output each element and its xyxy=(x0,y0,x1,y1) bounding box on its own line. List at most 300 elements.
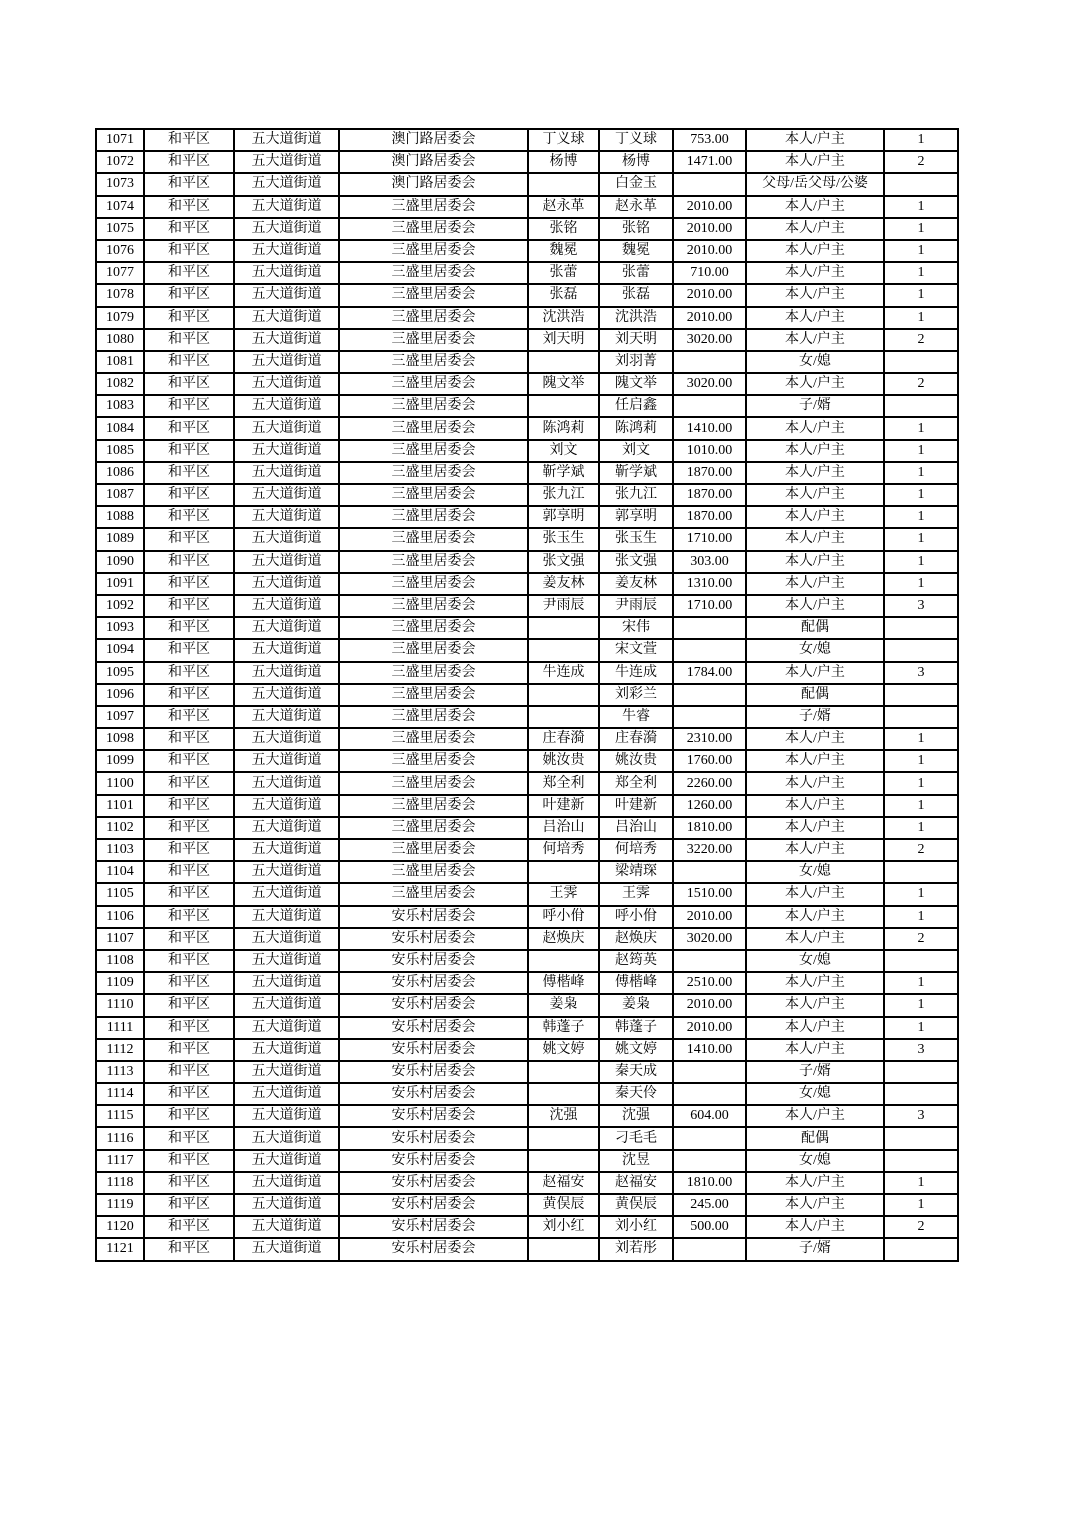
cell-applicant: 姜枭 xyxy=(528,994,599,1016)
cell-applicant: 杨博 xyxy=(528,151,599,173)
cell-street: 五大道街道 xyxy=(234,1017,339,1039)
cell-relation: 本人/户主 xyxy=(746,772,884,794)
cell-seq: 1091 xyxy=(96,573,144,595)
cell-count xyxy=(884,706,958,728)
cell-member: 秦天成 xyxy=(599,1061,673,1083)
cell-committee: 三盛里居委会 xyxy=(339,706,528,728)
cell-count: 1 xyxy=(884,883,958,905)
cell-amount: 303.00 xyxy=(673,551,746,573)
cell-district: 和平区 xyxy=(144,1061,234,1083)
cell-seq: 1082 xyxy=(96,373,144,395)
cell-applicant: 叶建新 xyxy=(528,795,599,817)
cell-committee: 三盛里居委会 xyxy=(339,351,528,373)
cell-member: 杨博 xyxy=(599,151,673,173)
cell-amount xyxy=(673,1150,746,1172)
cell-relation: 本人/户主 xyxy=(746,928,884,950)
cell-seq: 1104 xyxy=(96,861,144,883)
cell-applicant: 姚汝贵 xyxy=(528,750,599,772)
cell-street: 五大道街道 xyxy=(234,839,339,861)
cell-district: 和平区 xyxy=(144,1127,234,1149)
table-row xyxy=(96,506,958,528)
cell-relation: 本人/户主 xyxy=(746,1105,884,1127)
cell-district: 和平区 xyxy=(144,1172,234,1194)
cell-district: 和平区 xyxy=(144,196,234,218)
table-row xyxy=(96,1150,958,1172)
cell-member: 黄俣辰 xyxy=(599,1194,673,1216)
cell-relation: 本人/户主 xyxy=(746,595,884,617)
cell-count xyxy=(884,1238,958,1260)
cell-applicant xyxy=(528,1238,599,1260)
cell-street: 五大道街道 xyxy=(234,484,339,506)
cell-count: 1 xyxy=(884,972,958,994)
cell-street: 五大道街道 xyxy=(234,173,339,195)
cell-committee: 三盛里居委会 xyxy=(339,595,528,617)
cell-member: 赵焕庆 xyxy=(599,928,673,950)
cell-street: 五大道街道 xyxy=(234,373,339,395)
cell-committee: 三盛里居委会 xyxy=(339,484,528,506)
cell-amount: 3020.00 xyxy=(673,373,746,395)
cell-relation: 配偶 xyxy=(746,617,884,639)
cell-applicant: 沈洪浩 xyxy=(528,307,599,329)
cell-applicant xyxy=(528,950,599,972)
cell-amount: 2010.00 xyxy=(673,218,746,240)
cell-amount: 3220.00 xyxy=(673,839,746,861)
cell-seq: 1110 xyxy=(96,994,144,1016)
table-row xyxy=(96,262,958,284)
cell-committee: 三盛里居委会 xyxy=(339,196,528,218)
cell-street: 五大道街道 xyxy=(234,262,339,284)
cell-committee: 三盛里居委会 xyxy=(339,861,528,883)
cell-seq: 1101 xyxy=(96,795,144,817)
cell-count: 1 xyxy=(884,262,958,284)
cell-seq: 1096 xyxy=(96,684,144,706)
cell-street: 五大道街道 xyxy=(234,395,339,417)
cell-member: 赵筠英 xyxy=(599,950,673,972)
cell-amount: 1810.00 xyxy=(673,1172,746,1194)
cell-district: 和平区 xyxy=(144,617,234,639)
cell-seq: 1083 xyxy=(96,395,144,417)
cell-district: 和平区 xyxy=(144,218,234,240)
cell-member: 姚文婷 xyxy=(599,1039,673,1061)
cell-seq: 1118 xyxy=(96,1172,144,1194)
cell-applicant xyxy=(528,1061,599,1083)
cell-district: 和平区 xyxy=(144,1194,234,1216)
cell-street: 五大道街道 xyxy=(234,662,339,684)
cell-amount: 1760.00 xyxy=(673,750,746,772)
cell-applicant: 隗文举 xyxy=(528,373,599,395)
table-row xyxy=(96,972,958,994)
table-row xyxy=(96,573,958,595)
cell-seq: 1105 xyxy=(96,883,144,905)
cell-applicant: 何培秀 xyxy=(528,839,599,861)
cell-street: 五大道街道 xyxy=(234,528,339,550)
cell-street: 五大道街道 xyxy=(234,551,339,573)
cell-member: 魏冕 xyxy=(599,240,673,262)
cell-amount xyxy=(673,861,746,883)
cell-amount: 1710.00 xyxy=(673,528,746,550)
cell-district: 和平区 xyxy=(144,684,234,706)
cell-district: 和平区 xyxy=(144,462,234,484)
cell-seq: 1100 xyxy=(96,772,144,794)
cell-amount xyxy=(673,1238,746,1260)
table-row xyxy=(96,617,958,639)
cell-count xyxy=(884,1061,958,1083)
cell-district: 和平区 xyxy=(144,417,234,439)
cell-count: 1 xyxy=(884,218,958,240)
cell-applicant: 赵永革 xyxy=(528,196,599,218)
cell-seq: 1097 xyxy=(96,706,144,728)
cell-count: 2 xyxy=(884,373,958,395)
cell-count: 2 xyxy=(884,928,958,950)
cell-amount: 245.00 xyxy=(673,1194,746,1216)
cell-district: 和平区 xyxy=(144,284,234,306)
cell-count: 1 xyxy=(884,728,958,750)
cell-count: 1 xyxy=(884,484,958,506)
table-row xyxy=(96,173,958,195)
cell-applicant: 张铭 xyxy=(528,218,599,240)
table-row xyxy=(96,551,958,573)
cell-count: 1 xyxy=(884,1017,958,1039)
cell-amount: 1810.00 xyxy=(673,817,746,839)
cell-committee: 三盛里居委会 xyxy=(339,662,528,684)
table-row xyxy=(96,1061,958,1083)
cell-member: 刘小红 xyxy=(599,1216,673,1238)
cell-committee: 安乐村居委会 xyxy=(339,1194,528,1216)
cell-district: 和平区 xyxy=(144,972,234,994)
cell-street: 五大道街道 xyxy=(234,329,339,351)
cell-street: 五大道街道 xyxy=(234,950,339,972)
cell-district: 和平区 xyxy=(144,129,234,151)
cell-relation: 本人/户主 xyxy=(746,151,884,173)
cell-member: 何培秀 xyxy=(599,839,673,861)
cell-seq: 1107 xyxy=(96,928,144,950)
cell-amount xyxy=(673,1083,746,1105)
cell-member: 刘文 xyxy=(599,440,673,462)
cell-district: 和平区 xyxy=(144,395,234,417)
cell-seq: 1090 xyxy=(96,551,144,573)
cell-district: 和平区 xyxy=(144,772,234,794)
cell-amount xyxy=(673,684,746,706)
cell-relation: 女/媳 xyxy=(746,861,884,883)
cell-member: 张九江 xyxy=(599,484,673,506)
cell-applicant xyxy=(528,1150,599,1172)
cell-applicant: 刘小红 xyxy=(528,1216,599,1238)
table-row xyxy=(96,928,958,950)
table-row xyxy=(96,462,958,484)
cell-district: 和平区 xyxy=(144,928,234,950)
cell-count xyxy=(884,639,958,661)
cell-member: 赵福安 xyxy=(599,1172,673,1194)
cell-street: 五大道街道 xyxy=(234,573,339,595)
cell-committee: 三盛里居委会 xyxy=(339,417,528,439)
cell-count: 1 xyxy=(884,795,958,817)
cell-committee: 安乐村居委会 xyxy=(339,1238,528,1260)
cell-committee: 安乐村居委会 xyxy=(339,1105,528,1127)
table-row xyxy=(96,1216,958,1238)
cell-member: 赵永革 xyxy=(599,196,673,218)
cell-amount xyxy=(673,1127,746,1149)
cell-committee: 安乐村居委会 xyxy=(339,1127,528,1149)
cell-committee: 三盛里居委会 xyxy=(339,307,528,329)
cell-street: 五大道街道 xyxy=(234,1172,339,1194)
cell-district: 和平区 xyxy=(144,551,234,573)
cell-district: 和平区 xyxy=(144,750,234,772)
cell-amount: 753.00 xyxy=(673,129,746,151)
cell-district: 和平区 xyxy=(144,994,234,1016)
cell-count: 3 xyxy=(884,595,958,617)
cell-amount: 2510.00 xyxy=(673,972,746,994)
cell-relation: 本人/户主 xyxy=(746,218,884,240)
cell-street: 五大道街道 xyxy=(234,284,339,306)
cell-amount: 2310.00 xyxy=(673,728,746,750)
cell-seq: 1076 xyxy=(96,240,144,262)
cell-count: 3 xyxy=(884,662,958,684)
cell-committee: 三盛里居委会 xyxy=(339,329,528,351)
cell-member: 陈鸿莉 xyxy=(599,417,673,439)
cell-amount: 2010.00 xyxy=(673,307,746,329)
cell-district: 和平区 xyxy=(144,329,234,351)
cell-count: 1 xyxy=(884,506,958,528)
cell-relation: 本人/户主 xyxy=(746,972,884,994)
cell-committee: 三盛里居委会 xyxy=(339,373,528,395)
cell-seq: 1080 xyxy=(96,329,144,351)
cell-member: 宋伟 xyxy=(599,617,673,639)
cell-committee: 三盛里居委会 xyxy=(339,262,528,284)
cell-seq: 1079 xyxy=(96,307,144,329)
cell-street: 五大道街道 xyxy=(234,1238,339,1260)
table-row xyxy=(96,417,958,439)
cell-relation: 子/婿 xyxy=(746,395,884,417)
cell-member: 张玉生 xyxy=(599,528,673,550)
cell-amount xyxy=(673,173,746,195)
cell-count: 2 xyxy=(884,329,958,351)
cell-amount: 3020.00 xyxy=(673,928,746,950)
cell-count: 1 xyxy=(884,129,958,151)
cell-amount: 2010.00 xyxy=(673,196,746,218)
cell-member: 张文强 xyxy=(599,551,673,573)
cell-count: 3 xyxy=(884,1039,958,1061)
cell-amount: 2260.00 xyxy=(673,772,746,794)
cell-committee: 三盛里居委会 xyxy=(339,728,528,750)
cell-count: 1 xyxy=(884,440,958,462)
cell-seq: 1074 xyxy=(96,196,144,218)
cell-applicant: 呼小佾 xyxy=(528,906,599,928)
cell-relation: 本人/户主 xyxy=(746,1039,884,1061)
cell-district: 和平区 xyxy=(144,1039,234,1061)
cell-count xyxy=(884,861,958,883)
table-row xyxy=(96,329,958,351)
table-row xyxy=(96,351,958,373)
cell-amount: 2010.00 xyxy=(673,994,746,1016)
cell-committee: 澳门路居委会 xyxy=(339,129,528,151)
cell-count: 1 xyxy=(884,994,958,1016)
cell-seq: 1086 xyxy=(96,462,144,484)
cell-applicant: 牛连成 xyxy=(528,662,599,684)
cell-applicant xyxy=(528,395,599,417)
cell-applicant: 郑全利 xyxy=(528,772,599,794)
cell-district: 和平区 xyxy=(144,484,234,506)
cell-applicant: 陈鸿莉 xyxy=(528,417,599,439)
table-row xyxy=(96,839,958,861)
cell-applicant: 张磊 xyxy=(528,284,599,306)
cell-seq: 1085 xyxy=(96,440,144,462)
cell-amount: 1471.00 xyxy=(673,151,746,173)
table-row xyxy=(96,817,958,839)
cell-committee: 安乐村居委会 xyxy=(339,1216,528,1238)
cell-relation: 子/婿 xyxy=(746,1061,884,1083)
cell-applicant: 黄俣辰 xyxy=(528,1194,599,1216)
cell-member: 姜枭 xyxy=(599,994,673,1016)
table-row xyxy=(96,528,958,550)
cell-count xyxy=(884,950,958,972)
cell-street: 五大道街道 xyxy=(234,1216,339,1238)
cell-count xyxy=(884,351,958,373)
cell-street: 五大道街道 xyxy=(234,462,339,484)
cell-count xyxy=(884,617,958,639)
cell-amount: 2010.00 xyxy=(673,240,746,262)
cell-relation: 本人/户主 xyxy=(746,994,884,1016)
cell-district: 和平区 xyxy=(144,839,234,861)
cell-seq: 1117 xyxy=(96,1150,144,1172)
cell-committee: 三盛里居委会 xyxy=(339,750,528,772)
cell-member: 张蕾 xyxy=(599,262,673,284)
cell-count xyxy=(884,684,958,706)
cell-committee: 三盛里居委会 xyxy=(339,573,528,595)
cell-committee: 三盛里居委会 xyxy=(339,462,528,484)
cell-relation: 本人/户主 xyxy=(746,307,884,329)
cell-amount: 1710.00 xyxy=(673,595,746,617)
cell-street: 五大道街道 xyxy=(234,861,339,883)
cell-street: 五大道街道 xyxy=(234,218,339,240)
cell-applicant: 傅楷峰 xyxy=(528,972,599,994)
cell-relation: 配偶 xyxy=(746,1127,884,1149)
cell-committee: 三盛里居委会 xyxy=(339,240,528,262)
cell-relation: 本人/户主 xyxy=(746,551,884,573)
table-row xyxy=(96,129,958,151)
table-body xyxy=(96,129,958,1261)
cell-street: 五大道街道 xyxy=(234,928,339,950)
cell-district: 和平区 xyxy=(144,351,234,373)
cell-street: 五大道街道 xyxy=(234,417,339,439)
cell-relation: 本人/户主 xyxy=(746,196,884,218)
table-row xyxy=(96,728,958,750)
cell-committee: 安乐村居委会 xyxy=(339,950,528,972)
cell-count: 1 xyxy=(884,417,958,439)
table-row xyxy=(96,1017,958,1039)
cell-relation: 本人/户主 xyxy=(746,262,884,284)
cell-seq: 1081 xyxy=(96,351,144,373)
cell-relation: 本人/户主 xyxy=(746,462,884,484)
cell-street: 五大道街道 xyxy=(234,440,339,462)
cell-member: 姜友林 xyxy=(599,573,673,595)
cell-applicant xyxy=(528,617,599,639)
cell-member: 姚汝贵 xyxy=(599,750,673,772)
cell-street: 五大道街道 xyxy=(234,1127,339,1149)
table-row xyxy=(96,950,958,972)
cell-applicant: 赵焕庆 xyxy=(528,928,599,950)
cell-relation: 本人/户主 xyxy=(746,573,884,595)
cell-relation: 本人/户主 xyxy=(746,883,884,905)
cell-member: 牛连成 xyxy=(599,662,673,684)
cell-count xyxy=(884,1150,958,1172)
cell-applicant: 丁义球 xyxy=(528,129,599,151)
cell-member: 王霁 xyxy=(599,883,673,905)
cell-district: 和平区 xyxy=(144,1105,234,1127)
cell-relation: 本人/户主 xyxy=(746,129,884,151)
cell-applicant xyxy=(528,351,599,373)
cell-seq: 1093 xyxy=(96,617,144,639)
cell-member: 张铭 xyxy=(599,218,673,240)
cell-relation: 本人/户主 xyxy=(746,839,884,861)
cell-district: 和平区 xyxy=(144,639,234,661)
cell-seq: 1099 xyxy=(96,750,144,772)
cell-applicant: 吕治山 xyxy=(528,817,599,839)
cell-amount: 1870.00 xyxy=(673,506,746,528)
cell-member: 刘羽菁 xyxy=(599,351,673,373)
cell-amount xyxy=(673,639,746,661)
cell-district: 和平区 xyxy=(144,506,234,528)
cell-applicant: 沈强 xyxy=(528,1105,599,1127)
cell-amount xyxy=(673,950,746,972)
cell-district: 和平区 xyxy=(144,240,234,262)
cell-district: 和平区 xyxy=(144,950,234,972)
cell-committee: 三盛里居委会 xyxy=(339,506,528,528)
cell-applicant: 姜友林 xyxy=(528,573,599,595)
cell-street: 五大道街道 xyxy=(234,906,339,928)
cell-committee: 安乐村居委会 xyxy=(339,1150,528,1172)
cell-member: 庄春漪 xyxy=(599,728,673,750)
cell-relation: 本人/户主 xyxy=(746,528,884,550)
cell-street: 五大道街道 xyxy=(234,1061,339,1083)
cell-relation: 女/媳 xyxy=(746,351,884,373)
cell-member: 郭享明 xyxy=(599,506,673,528)
cell-district: 和平区 xyxy=(144,173,234,195)
cell-amount: 710.00 xyxy=(673,262,746,284)
cell-district: 和平区 xyxy=(144,906,234,928)
cell-seq: 1116 xyxy=(96,1127,144,1149)
cell-district: 和平区 xyxy=(144,151,234,173)
cell-relation: 父母/岳父母/公婆 xyxy=(746,173,884,195)
cell-seq: 1077 xyxy=(96,262,144,284)
cell-seq: 1098 xyxy=(96,728,144,750)
cell-committee: 安乐村居委会 xyxy=(339,906,528,928)
table-row xyxy=(96,994,958,1016)
cell-member: 秦天伶 xyxy=(599,1083,673,1105)
cell-count: 2 xyxy=(884,1216,958,1238)
cell-committee: 三盛里居委会 xyxy=(339,218,528,240)
cell-committee: 澳门路居委会 xyxy=(339,173,528,195)
cell-relation: 本人/户主 xyxy=(746,329,884,351)
cell-district: 和平区 xyxy=(144,528,234,550)
cell-applicant xyxy=(528,639,599,661)
table-row xyxy=(96,684,958,706)
cell-amount: 500.00 xyxy=(673,1216,746,1238)
cell-street: 五大道街道 xyxy=(234,506,339,528)
cell-amount: 604.00 xyxy=(673,1105,746,1127)
cell-amount: 1260.00 xyxy=(673,795,746,817)
table-row xyxy=(96,307,958,329)
cell-seq: 1115 xyxy=(96,1105,144,1127)
cell-seq: 1089 xyxy=(96,528,144,550)
cell-street: 五大道街道 xyxy=(234,994,339,1016)
cell-committee: 三盛里居委会 xyxy=(339,684,528,706)
cell-relation: 本人/户主 xyxy=(746,1172,884,1194)
cell-seq: 1078 xyxy=(96,284,144,306)
cell-applicant xyxy=(528,173,599,195)
cell-relation: 本人/户主 xyxy=(746,795,884,817)
cell-committee: 三盛里居委会 xyxy=(339,639,528,661)
cell-member: 沈强 xyxy=(599,1105,673,1127)
